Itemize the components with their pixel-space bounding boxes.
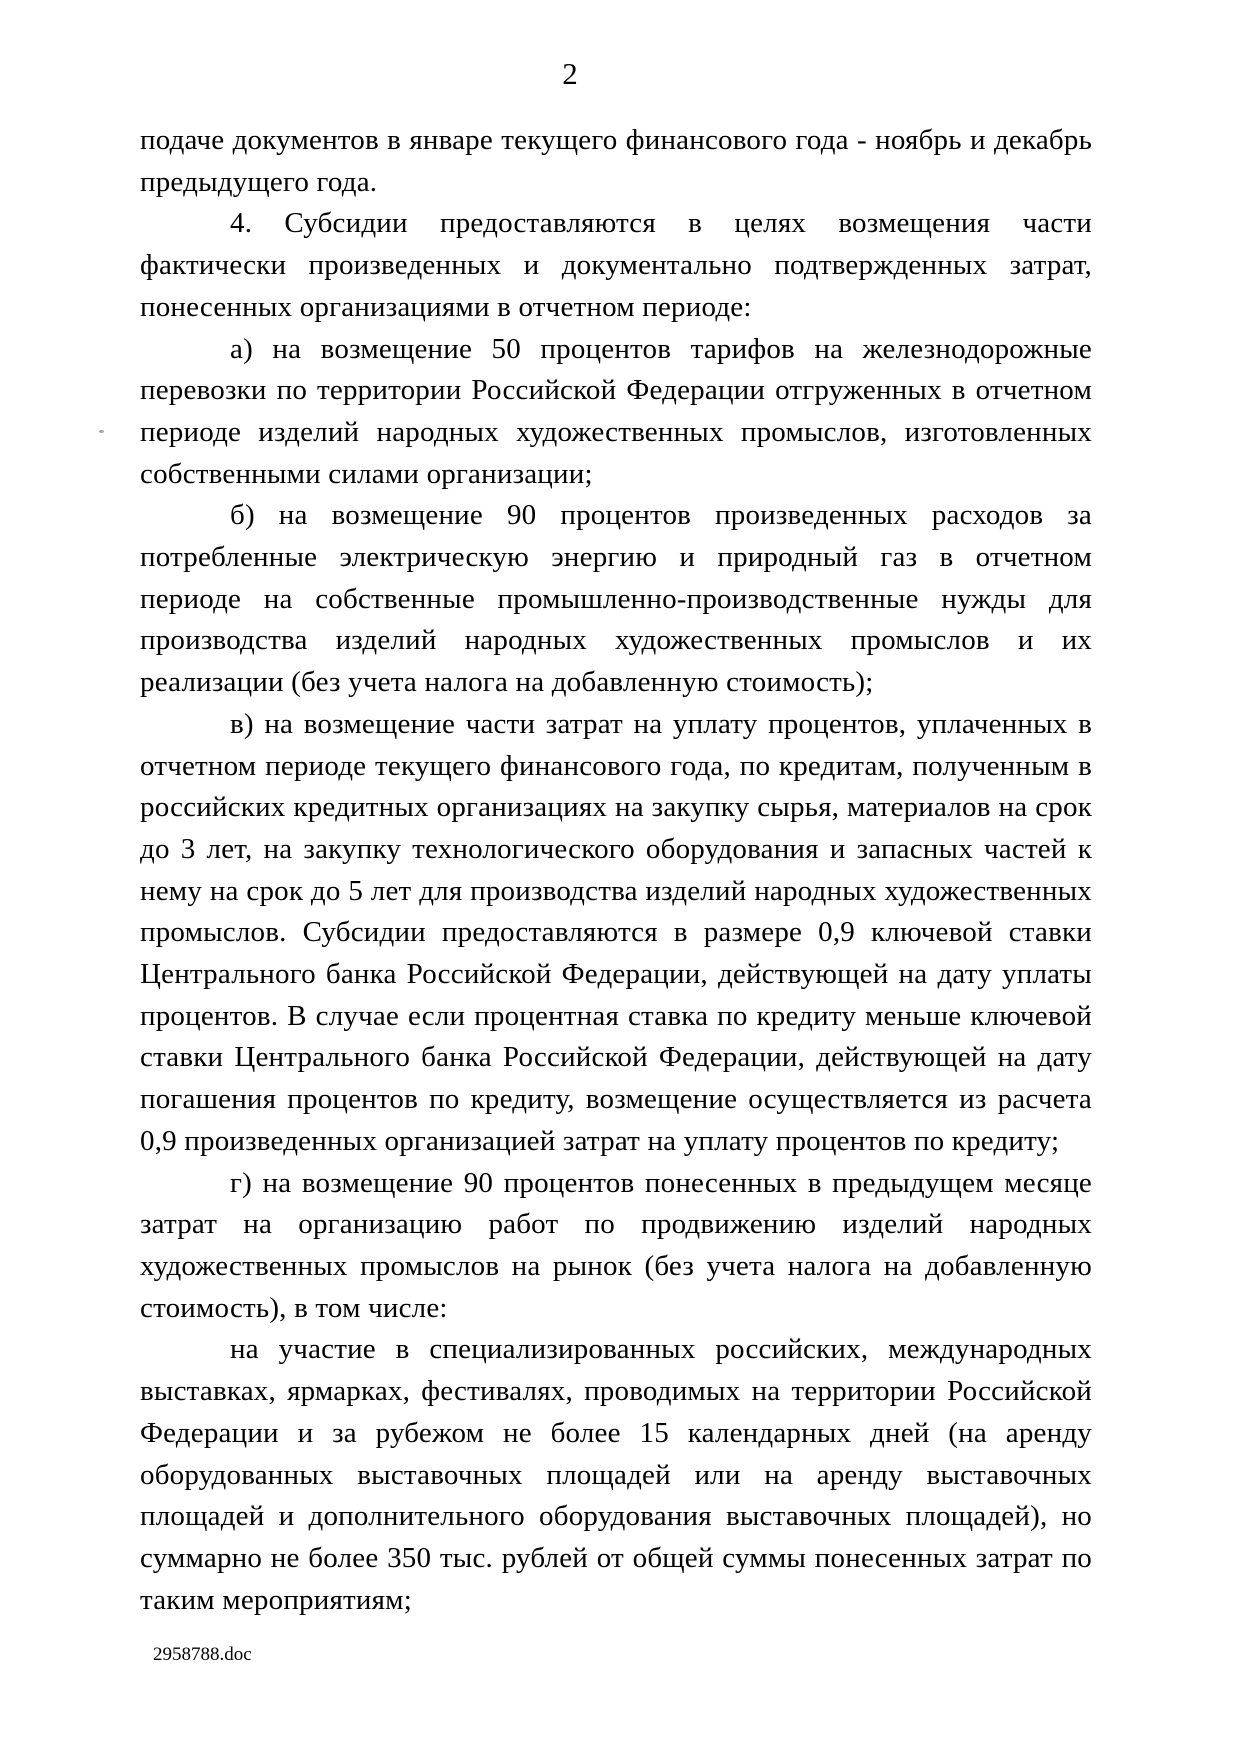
document-body xyxy=(140,120,1092,1621)
paragraph-subitem-v: в) на возмещение части затрат на уплату процентов, уплаченных в отчетном периоде текущего финансового года, по кредитам, полученным в российских кредитных организациях на закупку сырья, материалов на срок до 3 лет, на закупку технологического оборудования и запасных частей к нему на срок до 5 лет для производства изделий народных художественных промыслов. Субсидии предоставляются в размере 0,9 ключевой ставки Центрального банка Российской Федерации, действующей на дату уплаты процентов. В случае если процентная ставка по кредиту меньше ключевой ставки Центрального банка Российской Федерации, действующей на дату погашения процентов по кредиту, возмещение осуществляется из расчета 0,9 произведенных организацией затрат на уплату процентов по кредиту; xyxy=(140,707,1092,1157)
paragraph-item-4: 4. Субсидии предоставляются в целях возмещения части фактически произведенных и документально подтвержденных затрат, понесенных организациями в отчетном периоде: xyxy=(140,207,1092,323)
paragraph-exhibitions: на участие в специализированных российских, международных выставках, ярмарках, фестивалях, проводимых на территории Российской Федерации и за рубежом не более 15 календарных дней (на аренду оборудованных выставочных площадей или на аренду выставочных площадей и дополнительного оборудования выставочных площадей), но суммарно не более 350 тыс. рублей от общей суммы понесенных затрат по таким мероприятиям; xyxy=(140,1333,1092,1616)
paragraph-subitem-b: б) на возмещение 90 процентов произведенных расходов за потребленные электрическую энергию и природный газ в отчетном периоде на собственные промышленно-производственные нужды для производства изделий народных художественных промыслов и их реализации (без учета налога на добавленную стоимость); xyxy=(140,499,1092,699)
page-number: 2 xyxy=(562,56,578,91)
footer-filename: 2958788.doc xyxy=(153,1644,252,1665)
scan-artifact-dot xyxy=(99,430,104,433)
paragraph-subitem-a: а) на возмещение 50 процентов тарифов на железнодорожные перевозки по территории Российской Федерации отгруженных в отчетном периоде изделий народных художественных промыслов, изготовленных собственными силами организации; xyxy=(140,332,1092,490)
paragraph-subitem-g: г) на возмещение 90 процентов понесенных в предыдущем месяце затрат на организацию работ по продвижению изделий народных художественных промыслов на рынок (без учета налога на добавленную стоимость), в том числе: xyxy=(140,1166,1092,1324)
paragraph-continuation: подаче документов в январе текущего финансового года - ноябрь и декабрь предыдущего года. xyxy=(140,124,1092,198)
